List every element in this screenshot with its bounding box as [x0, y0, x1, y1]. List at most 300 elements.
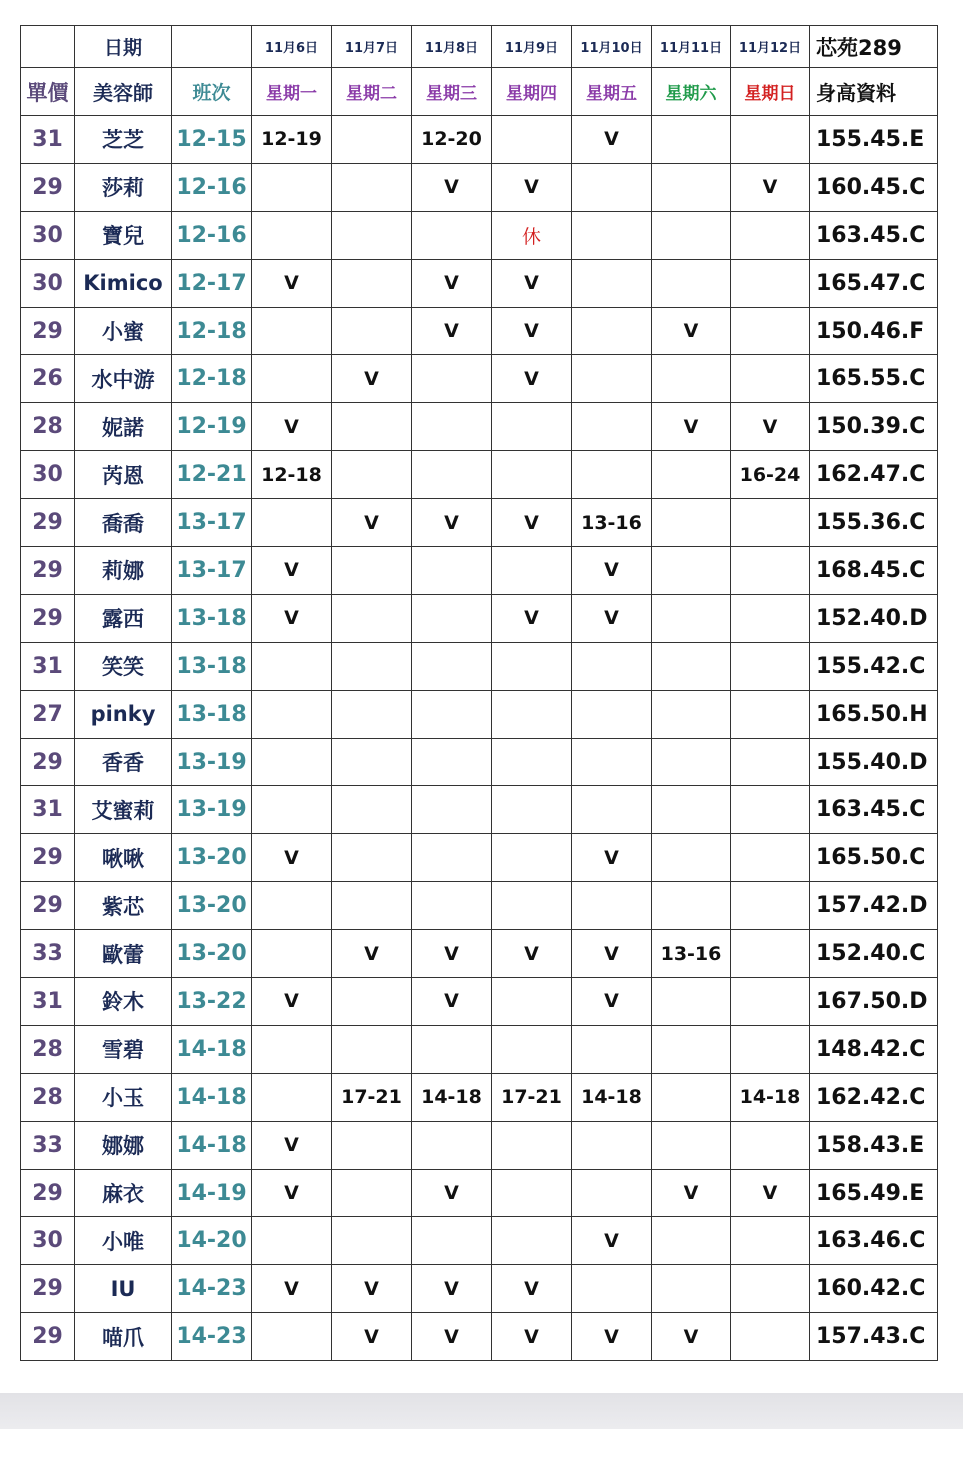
day-cell: 14-18 [731, 1073, 810, 1121]
shift-cell: 13-19 [172, 786, 252, 834]
day-cell [332, 211, 412, 259]
day-cell: V [252, 1265, 332, 1313]
day-cell [332, 882, 412, 930]
day-cell: V [412, 978, 492, 1026]
day-cell [252, 1073, 332, 1121]
staff-row [21, 1313, 938, 1361]
day-cell [252, 211, 332, 259]
day-cell [731, 930, 810, 978]
day-cell [572, 738, 652, 786]
stats-cell: 150.46.F [810, 307, 938, 355]
shift-cell: 13-19 [172, 738, 252, 786]
day-cell: V [492, 307, 572, 355]
price-cell: 27 [21, 690, 75, 738]
day-cell: V [252, 1169, 332, 1217]
shift-cell: 14-18 [172, 1121, 252, 1169]
day-cell [572, 259, 652, 307]
day-cell [252, 1217, 332, 1265]
name-cell: 莎莉 [75, 163, 172, 211]
stats-cell: 162.47.C [810, 451, 938, 499]
day-cell: V [252, 978, 332, 1026]
day-cell [572, 1169, 652, 1217]
day-cell [572, 451, 652, 499]
day-cell [572, 403, 652, 451]
name-cell: 喬喬 [75, 499, 172, 547]
shift-cell: 13-20 [172, 930, 252, 978]
day-cell: V [731, 403, 810, 451]
staff-row [21, 451, 938, 499]
day-cell [332, 116, 412, 164]
day-cell: V [572, 930, 652, 978]
day-cell [492, 1217, 572, 1265]
name-header: 美容師 [75, 68, 172, 116]
day-cell [572, 355, 652, 403]
day-cell: V [492, 259, 572, 307]
day-cell [731, 882, 810, 930]
staff-row [21, 642, 938, 690]
day-cell [492, 690, 572, 738]
name-cell: 雪碧 [75, 1025, 172, 1073]
name-cell: 艾蜜莉 [75, 786, 172, 834]
brand-title: 芯苑289 [810, 26, 938, 68]
date-header: 11月9日 [492, 26, 572, 68]
staff-row [21, 116, 938, 164]
day-cell: V [252, 259, 332, 307]
day-cell [731, 1217, 810, 1265]
staff-row [21, 1025, 938, 1073]
day-cell: V [412, 1169, 492, 1217]
price-cell: 29 [21, 547, 75, 595]
stats-cell: 155.45.E [810, 116, 938, 164]
day-cell [731, 547, 810, 595]
name-cell: 鈴木 [75, 978, 172, 1026]
shift-cell: 12-16 [172, 163, 252, 211]
day-cell: V [412, 930, 492, 978]
weekday-header-sunday: 星期日 [731, 68, 810, 116]
day-cell [332, 1169, 412, 1217]
weekday-header-saturday: 星期六 [652, 68, 731, 116]
date-header: 11月11日 [652, 26, 731, 68]
corner-cell [21, 26, 75, 68]
day-cell [412, 1025, 492, 1073]
name-cell: 麻衣 [75, 1169, 172, 1217]
day-cell [731, 1313, 810, 1361]
day-cell: V [332, 499, 412, 547]
day-cell [731, 259, 810, 307]
stats-cell: 155.36.C [810, 499, 938, 547]
shift-cell: 13-20 [172, 834, 252, 882]
shift-cell: 14-23 [172, 1265, 252, 1313]
staff-row [21, 594, 938, 642]
day-cell [731, 307, 810, 355]
price-cell: 28 [21, 1073, 75, 1121]
day-cell [332, 978, 412, 1026]
staff-row [21, 834, 938, 882]
name-cell: 小蜜 [75, 307, 172, 355]
staff-row [21, 211, 938, 259]
day-cell [412, 882, 492, 930]
stats-cell: 165.49.E [810, 1169, 938, 1217]
day-cell [652, 738, 731, 786]
stats-cell: 150.39.C [810, 403, 938, 451]
day-cell [652, 355, 731, 403]
shift-cell: 14-20 [172, 1217, 252, 1265]
day-cell: V [572, 116, 652, 164]
staff-row [21, 259, 938, 307]
staff-row [21, 738, 938, 786]
weekday-header: 星期四 [492, 68, 572, 116]
day-cell: V [332, 355, 412, 403]
day-cell [252, 307, 332, 355]
day-cell [652, 1073, 731, 1121]
day-cell: V [492, 355, 572, 403]
day-cell [252, 1025, 332, 1073]
name-cell: pinky [75, 690, 172, 738]
price-cell: 33 [21, 1121, 75, 1169]
day-cell [332, 690, 412, 738]
day-cell [492, 451, 572, 499]
day-cell: V [252, 1121, 332, 1169]
day-cell [252, 738, 332, 786]
shift-cell: 14-18 [172, 1073, 252, 1121]
shift-cell: 13-18 [172, 594, 252, 642]
day-cell [572, 690, 652, 738]
day-cell [492, 403, 572, 451]
day-cell [572, 1265, 652, 1313]
shift-cell: 12-15 [172, 116, 252, 164]
day-cell [652, 211, 731, 259]
day-cell [652, 116, 731, 164]
day-cell [252, 690, 332, 738]
shift-cell: 13-18 [172, 690, 252, 738]
day-cell [412, 786, 492, 834]
day-cell: V [572, 978, 652, 1026]
day-cell: 12-19 [252, 116, 332, 164]
day-cell [652, 163, 731, 211]
day-cell: V [492, 930, 572, 978]
day-cell [492, 1025, 572, 1073]
staff-row [21, 499, 938, 547]
day-cell [332, 786, 412, 834]
day-cell: V [492, 1265, 572, 1313]
day-cell: V [412, 1313, 492, 1361]
day-cell [572, 1121, 652, 1169]
day-cell: V [572, 834, 652, 882]
day-cell: V [412, 163, 492, 211]
stats-cell: 168.45.C [810, 547, 938, 595]
day-cell [492, 642, 572, 690]
date-label: 日期 [75, 26, 172, 68]
day-cell [731, 690, 810, 738]
day-cell [412, 403, 492, 451]
day-cell [252, 930, 332, 978]
blank-header-cell [172, 26, 252, 68]
day-cell: 17-21 [492, 1073, 572, 1121]
footer-blank [0, 1429, 963, 1458]
day-cell [652, 547, 731, 595]
stats-cell: 160.42.C [810, 1265, 938, 1313]
weekday-header: 星期三 [412, 68, 492, 116]
name-cell: 芮恩 [75, 451, 172, 499]
day-cell [731, 978, 810, 1026]
day-cell [412, 642, 492, 690]
day-cell: V [412, 499, 492, 547]
shift-cell: 12-17 [172, 259, 252, 307]
day-cell [332, 834, 412, 882]
stats-cell: 158.43.E [810, 1121, 938, 1169]
price-cell: 29 [21, 163, 75, 211]
name-cell: 紫芯 [75, 882, 172, 930]
stats-header: 身高資料 [810, 68, 938, 116]
price-cell: 31 [21, 978, 75, 1026]
stats-cell: 152.40.D [810, 594, 938, 642]
price-cell: 33 [21, 930, 75, 978]
day-cell [332, 163, 412, 211]
day-cell: V [412, 259, 492, 307]
day-cell [572, 786, 652, 834]
staff-row [21, 930, 938, 978]
day-cell [252, 499, 332, 547]
day-cell: V [252, 403, 332, 451]
day-cell [731, 1121, 810, 1169]
day-cell [412, 1121, 492, 1169]
day-cell: V [572, 547, 652, 595]
shift-cell: 13-17 [172, 499, 252, 547]
day-cell: 休 [492, 211, 572, 259]
stats-cell: 165.47.C [810, 259, 938, 307]
stats-cell: 160.45.C [810, 163, 938, 211]
day-cell [412, 451, 492, 499]
day-cell [731, 834, 810, 882]
stats-cell: 167.50.D [810, 978, 938, 1026]
staff-row [21, 1121, 938, 1169]
day-cell: V [652, 403, 731, 451]
price-cell: 29 [21, 834, 75, 882]
day-cell: 13-16 [652, 930, 731, 978]
day-cell [332, 403, 412, 451]
stats-cell: 165.50.H [810, 690, 938, 738]
day-cell [412, 834, 492, 882]
date-header: 11月12日 [731, 26, 810, 68]
date-header: 11月7日 [332, 26, 412, 68]
day-cell [412, 1217, 492, 1265]
day-cell [731, 211, 810, 259]
stats-cell: 148.42.C [810, 1025, 938, 1073]
footer-bar [0, 1393, 963, 1429]
date-header: 11月6日 [252, 26, 332, 68]
day-cell [332, 738, 412, 786]
day-cell [652, 882, 731, 930]
day-cell [652, 594, 731, 642]
stats-cell: 163.45.C [810, 211, 938, 259]
day-cell [252, 163, 332, 211]
day-cell [572, 211, 652, 259]
day-cell: V [412, 307, 492, 355]
day-cell: V [492, 1313, 572, 1361]
name-cell: 芝芝 [75, 116, 172, 164]
day-cell: 17-21 [332, 1073, 412, 1121]
shift-cell: 12-18 [172, 355, 252, 403]
price-cell: 29 [21, 594, 75, 642]
shift-cell: 12-16 [172, 211, 252, 259]
stats-cell: 165.50.C [810, 834, 938, 882]
staff-row [21, 547, 938, 595]
day-cell [652, 1025, 731, 1073]
shift-header: 班次 [172, 68, 252, 116]
day-cell [412, 355, 492, 403]
stats-cell: 163.46.C [810, 1217, 938, 1265]
day-cell: V [572, 1313, 652, 1361]
day-cell [731, 738, 810, 786]
name-cell: 寶兒 [75, 211, 172, 259]
name-cell: 香香 [75, 738, 172, 786]
shift-cell: 14-18 [172, 1025, 252, 1073]
day-cell [652, 786, 731, 834]
weekday-header: 星期一 [252, 68, 332, 116]
day-cell [332, 594, 412, 642]
shift-cell: 13-18 [172, 642, 252, 690]
day-cell [332, 259, 412, 307]
day-cell [332, 1217, 412, 1265]
day-cell [652, 451, 731, 499]
price-cell: 31 [21, 642, 75, 690]
stats-cell: 165.55.C [810, 355, 938, 403]
name-cell: IU [75, 1265, 172, 1313]
name-cell: 笑笑 [75, 642, 172, 690]
day-cell [652, 259, 731, 307]
shift-cell: 13-17 [172, 547, 252, 595]
shift-cell: 13-20 [172, 882, 252, 930]
day-cell [492, 1121, 572, 1169]
day-cell: V [731, 1169, 810, 1217]
price-cell: 30 [21, 259, 75, 307]
day-cell [652, 499, 731, 547]
name-cell: 妮諾 [75, 403, 172, 451]
staff-row [21, 403, 938, 451]
date-header: 11月8日 [412, 26, 492, 68]
date-header: 11月10日 [572, 26, 652, 68]
name-cell: 小玉 [75, 1073, 172, 1121]
day-cell: V [252, 834, 332, 882]
day-cell: V [332, 930, 412, 978]
day-cell: V [492, 163, 572, 211]
day-cell [412, 547, 492, 595]
staff-row [21, 1169, 938, 1217]
day-cell [572, 642, 652, 690]
day-cell: V [492, 594, 572, 642]
day-cell [332, 642, 412, 690]
stats-cell: 155.40.D [810, 738, 938, 786]
day-cell [252, 355, 332, 403]
stats-cell: 162.42.C [810, 1073, 938, 1121]
day-cell [652, 642, 731, 690]
stats-cell: 157.43.C [810, 1313, 938, 1361]
day-cell [572, 882, 652, 930]
shift-cell: 12-18 [172, 307, 252, 355]
shift-cell: 13-22 [172, 978, 252, 1026]
day-cell: 13-16 [572, 499, 652, 547]
day-cell [332, 451, 412, 499]
name-cell: 娜娜 [75, 1121, 172, 1169]
shift-cell: 14-23 [172, 1313, 252, 1361]
day-cell [572, 163, 652, 211]
stats-cell: 163.45.C [810, 786, 938, 834]
day-cell: 14-18 [412, 1073, 492, 1121]
day-cell [652, 834, 731, 882]
day-cell [731, 499, 810, 547]
day-cell [652, 978, 731, 1026]
day-cell [652, 690, 731, 738]
day-cell: V [332, 1313, 412, 1361]
staff-row [21, 786, 938, 834]
day-cell [492, 547, 572, 595]
weekday-header: 星期二 [332, 68, 412, 116]
price-cell: 26 [21, 355, 75, 403]
day-cell: V [731, 163, 810, 211]
day-cell: 12-20 [412, 116, 492, 164]
day-cell [332, 1025, 412, 1073]
day-cell: 14-18 [572, 1073, 652, 1121]
day-cell [492, 738, 572, 786]
day-cell [492, 116, 572, 164]
day-cell [252, 1313, 332, 1361]
day-cell: 12-18 [252, 451, 332, 499]
shift-cell: 12-21 [172, 451, 252, 499]
stats-cell: 157.42.D [810, 882, 938, 930]
price-cell: 31 [21, 786, 75, 834]
price-cell: 29 [21, 882, 75, 930]
name-cell: 啾啾 [75, 834, 172, 882]
day-cell [332, 307, 412, 355]
weekday-header: 星期五 [572, 68, 652, 116]
day-cell [252, 882, 332, 930]
day-cell [652, 1121, 731, 1169]
day-cell [252, 786, 332, 834]
day-cell [731, 1265, 810, 1313]
stats-cell: 152.40.C [810, 930, 938, 978]
day-cell [492, 786, 572, 834]
name-cell: Kimico [75, 259, 172, 307]
day-cell: V [492, 499, 572, 547]
price-cell: 29 [21, 499, 75, 547]
staff-row [21, 355, 938, 403]
day-cell [572, 1025, 652, 1073]
day-cell [332, 1121, 412, 1169]
name-cell: 小唯 [75, 1217, 172, 1265]
price-cell: 29 [21, 307, 75, 355]
price-cell: 29 [21, 1265, 75, 1313]
name-cell: 露西 [75, 594, 172, 642]
price-cell: 30 [21, 1217, 75, 1265]
price-cell: 29 [21, 738, 75, 786]
shift-cell: 12-19 [172, 403, 252, 451]
day-cell [572, 307, 652, 355]
day-cell [731, 786, 810, 834]
day-cell [412, 690, 492, 738]
staff-row [21, 882, 938, 930]
day-cell: V [572, 594, 652, 642]
price-cell: 30 [21, 211, 75, 259]
schedule-table [20, 25, 938, 1361]
day-cell [412, 738, 492, 786]
name-cell: 喵爪 [75, 1313, 172, 1361]
price-cell: 28 [21, 403, 75, 451]
price-cell: 28 [21, 1025, 75, 1073]
day-cell [652, 1217, 731, 1265]
stats-cell: 155.42.C [810, 642, 938, 690]
staff-row [21, 978, 938, 1026]
day-cell [652, 1265, 731, 1313]
